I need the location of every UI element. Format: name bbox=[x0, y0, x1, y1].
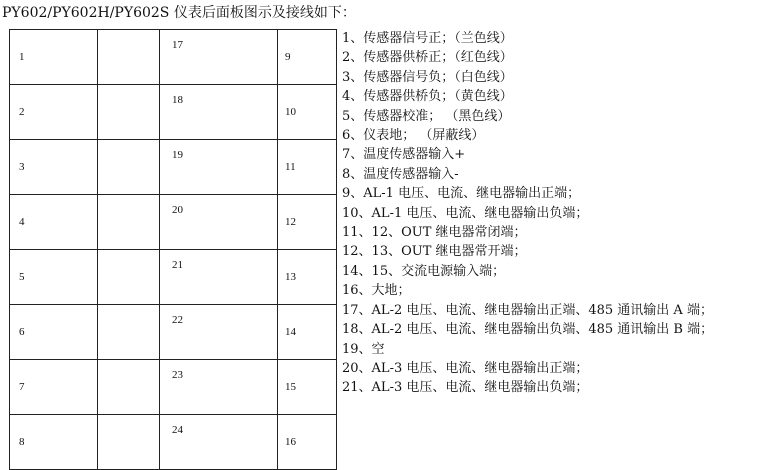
terminal-row bbox=[10, 195, 337, 250]
legend-item: 12、13、OUT 继电器常开端； bbox=[342, 244, 527, 260]
legend-item: 19、空 bbox=[342, 341, 385, 357]
legend-item: 4、传感器供桥负；（黄色线） bbox=[342, 89, 513, 105]
terminal-number-cell: 13 bbox=[278, 250, 337, 305]
terminal-number-cell: 16 bbox=[278, 415, 337, 470]
terminal-number-cell: 6 bbox=[10, 305, 98, 360]
empty-cell bbox=[98, 250, 160, 305]
legend-item: 20、AL-3 电压、电流、继电器输出正端； bbox=[342, 360, 589, 376]
legend-item: 9、AL-1 电压、电流、继电器输出正端； bbox=[342, 186, 581, 202]
legend-item: 17、AL-2 电压、电流、继电器输出正端、485 通讯输出 A 端； bbox=[342, 302, 713, 318]
terminal-row bbox=[10, 305, 337, 360]
legend-item: 16、大地； bbox=[342, 283, 411, 299]
terminal-row bbox=[10, 85, 337, 140]
terminal-number-cell: 1 bbox=[10, 30, 98, 85]
legend-item: 11、12、OUT 继电器常闭端； bbox=[342, 225, 527, 241]
terminal-number-cell: 11 bbox=[278, 140, 337, 195]
wiring-legend bbox=[342, 29, 713, 398]
legend-item: 14、15、交流电源输入端； bbox=[342, 263, 506, 279]
empty-cell bbox=[98, 85, 160, 140]
terminal-number-cell: 23 bbox=[160, 360, 278, 415]
terminal-number-cell: 10 bbox=[278, 85, 337, 140]
legend-item: 7、温度传感器输入+ bbox=[342, 147, 466, 163]
terminal-row bbox=[10, 415, 337, 470]
terminal-row bbox=[10, 360, 337, 415]
terminal-number-cell: 18 bbox=[160, 85, 278, 140]
empty-cell bbox=[98, 30, 160, 85]
legend-item: 8、温度传感器输入- bbox=[342, 166, 459, 182]
terminal-number-cell: 9 bbox=[278, 30, 337, 85]
terminal-number-cell: 3 bbox=[10, 140, 98, 195]
legend-item: 3、传感器信号负；（白色线） bbox=[342, 69, 513, 85]
legend-item: 21、AL-3 电压、电流、继电器输出负端； bbox=[342, 380, 589, 396]
terminal-number-cell: 21 bbox=[160, 250, 278, 305]
terminal-diagram-table bbox=[9, 29, 337, 470]
terminal-number-cell: 7 bbox=[10, 360, 98, 415]
terminal-row bbox=[10, 250, 337, 305]
terminal-number-cell: 20 bbox=[160, 195, 278, 250]
empty-cell bbox=[98, 415, 160, 470]
terminal-number-cell: 17 bbox=[160, 30, 278, 85]
terminal-number-cell: 4 bbox=[10, 195, 98, 250]
legend-item: 1、传感器信号正；（兰色线） bbox=[342, 31, 513, 46]
terminal-number-cell: 19 bbox=[160, 140, 278, 195]
legend-item: 2、传感器供桥正；（红色线） bbox=[342, 50, 513, 66]
legend-item: 5、传感器校准； （黑色线） bbox=[342, 108, 511, 124]
empty-cell bbox=[98, 140, 160, 195]
empty-cell bbox=[98, 195, 160, 250]
legend-item: 10、AL-1 电压、电流、继电器输出负端； bbox=[342, 205, 589, 221]
terminal-number-cell: 22 bbox=[160, 305, 278, 360]
empty-cell bbox=[98, 360, 160, 415]
terminal-number-cell: 2 bbox=[10, 85, 98, 140]
terminal-number-cell: 24 bbox=[160, 415, 278, 470]
page-title: PY602/PY602H/PY602S 仪表后面板图示及接线如下： bbox=[2, 5, 356, 21]
terminal-number-cell: 8 bbox=[10, 415, 98, 470]
terminal-number-cell: 12 bbox=[278, 195, 337, 250]
terminal-number-cell: 5 bbox=[10, 250, 98, 305]
terminal-row bbox=[10, 30, 337, 85]
legend-item: 18、AL-2 电压、电流、继电器输出负端、485 通讯输出 B 端； bbox=[342, 322, 714, 338]
empty-cell bbox=[98, 305, 160, 360]
legend-item: 6、仪表地； （屏蔽线） bbox=[342, 128, 485, 144]
terminal-number-cell: 14 bbox=[278, 305, 337, 360]
terminal-number-cell: 15 bbox=[278, 360, 337, 415]
terminal-row bbox=[10, 140, 337, 195]
